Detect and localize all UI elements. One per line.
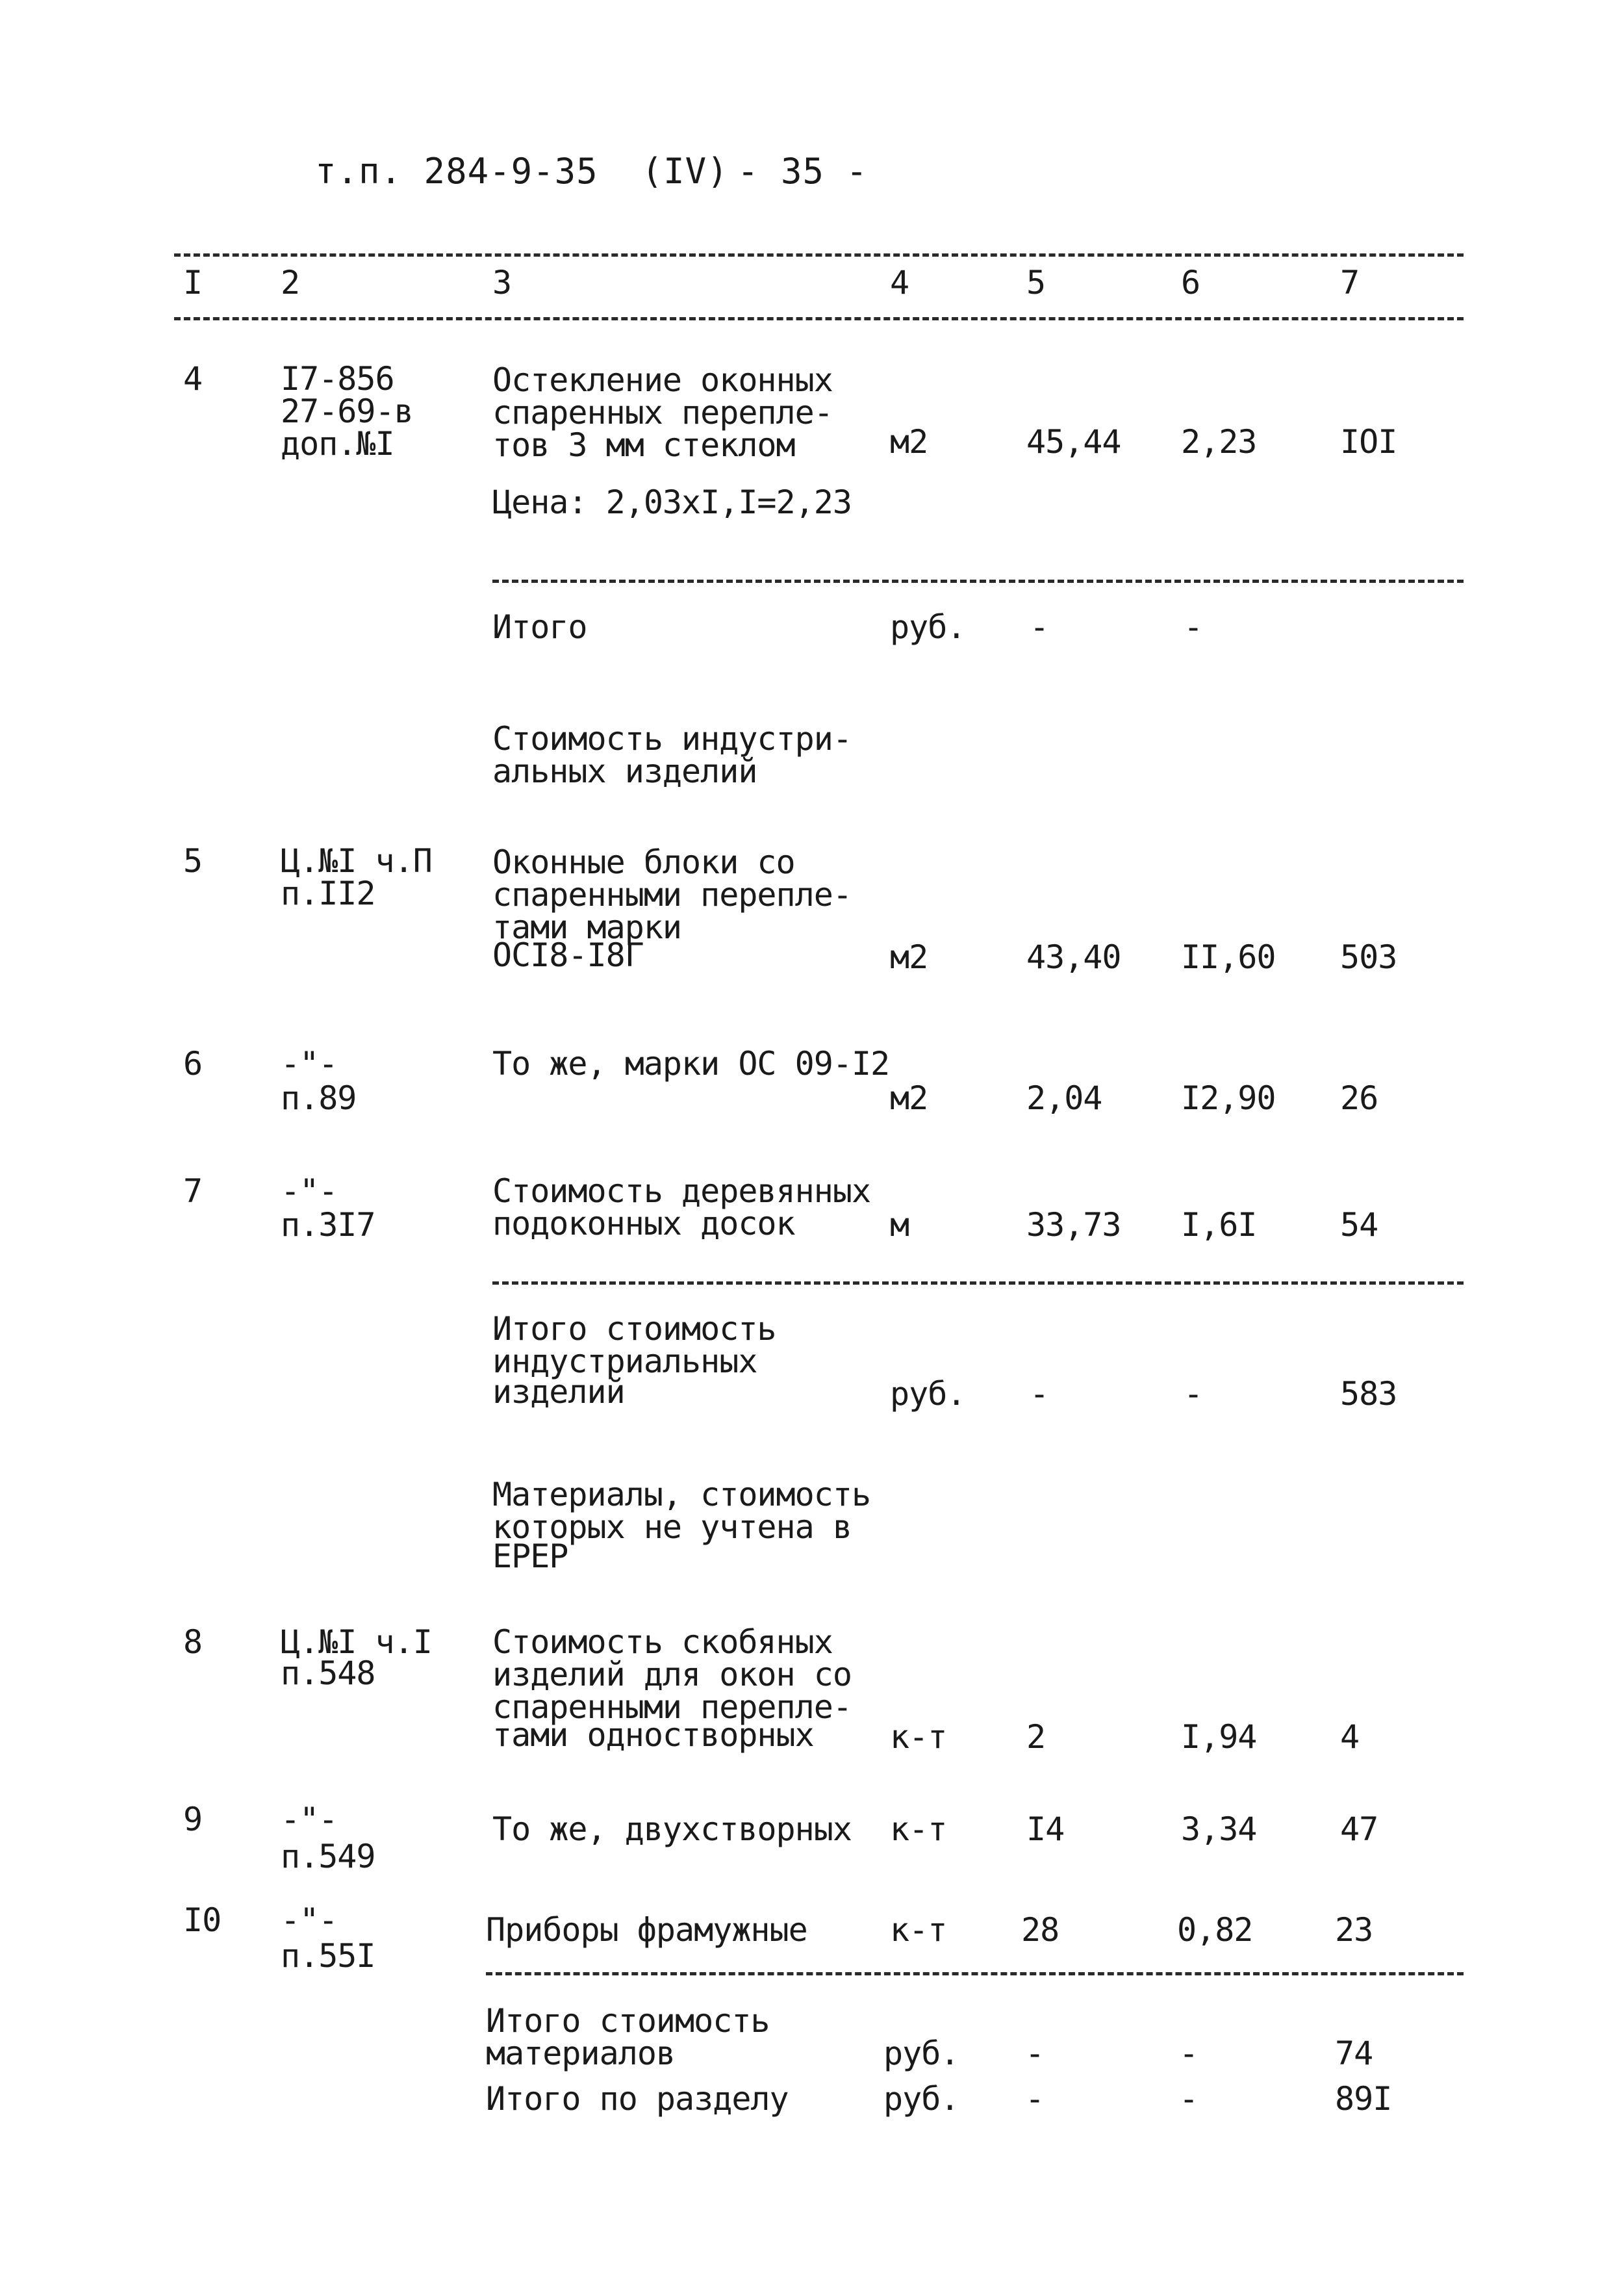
row-quantity: 45,44 <box>1026 423 1121 461</box>
section-heading-line: ЕРЕР <box>492 1537 568 1575</box>
row-price: 0,82 <box>1177 1911 1253 1949</box>
row-unit: м2 <box>890 938 928 976</box>
row-description-line: ОСI8-I8Г <box>492 936 644 974</box>
row-description-line: тами марки <box>492 908 682 946</box>
row-description-line: Остекление оконных <box>492 361 833 399</box>
row-code-line: -"- <box>281 1045 338 1083</box>
section-heading-line: Материалы, стоимость <box>492 1476 871 1513</box>
subtotal-label: Итого <box>492 608 587 646</box>
subtotal-label-line: изделий <box>492 1373 625 1411</box>
subtotal-price: - <box>1179 2035 1199 2072</box>
row-description-line: Стоимость скобяных <box>492 1623 833 1661</box>
row-code-line: Ц.№I ч.I <box>281 1623 432 1661</box>
section-heading-line: Стоимость индустри- <box>492 720 852 758</box>
section-total-quantity: - <box>1025 2080 1045 2118</box>
subtotal-unit: руб. <box>883 2035 959 2072</box>
row-description-line: подоконных досок <box>492 1205 795 1242</box>
row-quantity: 2 <box>1026 1718 1046 1756</box>
subtotal-rule <box>492 1281 1464 1285</box>
row-code-line: п.548 <box>281 1654 375 1692</box>
subtotal-rule <box>492 580 1464 583</box>
subtotal-rule <box>486 1972 1464 1975</box>
row-price: I,6I <box>1181 1206 1257 1244</box>
row-code-line: -"- <box>281 1801 338 1838</box>
row-number: 7 <box>183 1172 203 1210</box>
row-unit: к-т <box>890 1810 947 1848</box>
row-unit: м <box>890 1206 909 1244</box>
row-quantity: I4 <box>1026 1810 1065 1848</box>
row-unit: м2 <box>890 1079 928 1117</box>
document-code: т.п. 284-9-35 (IV) <box>315 151 729 192</box>
row-quantity: 28 <box>1021 1911 1059 1949</box>
subtotal-quantity: - <box>1030 608 1049 646</box>
row-code-line: п.549 <box>281 1838 375 1875</box>
row-code-line: Ц.№I ч.П <box>281 842 432 880</box>
row-code-line: -"- <box>281 1901 338 1939</box>
row-number: 4 <box>183 360 203 398</box>
row-description-line: Приборы фрамужные <box>486 1911 807 1949</box>
row-unit: к-т <box>890 1911 947 1949</box>
row-description-line: спаренными перепле- <box>492 1688 852 1726</box>
column-header-2: 2 <box>281 264 300 302</box>
row-number: 9 <box>183 1801 203 1838</box>
section-total-amount: 89I <box>1335 2080 1392 2118</box>
subtotal-label-line: Итого стоимость <box>492 1310 776 1348</box>
row-number: 8 <box>183 1623 203 1661</box>
row-description-line: изделий для окон со <box>492 1656 852 1693</box>
subtotal-price: - <box>1184 1375 1203 1413</box>
section-total-unit: руб. <box>883 2080 959 2118</box>
section-total-price: - <box>1179 2080 1199 2118</box>
row-description-line: спаренных перепле- <box>492 394 833 431</box>
header-rule-bottom <box>174 317 1464 320</box>
row-price: II,60 <box>1181 938 1276 976</box>
row-price: I2,90 <box>1181 1079 1276 1117</box>
column-header-5: 5 <box>1026 264 1046 302</box>
subtotal-price: - <box>1184 608 1203 646</box>
row-description-line: То же, двухстворных <box>492 1810 852 1848</box>
header-rule-top <box>174 253 1464 257</box>
column-header-6: 6 <box>1181 264 1200 302</box>
subtotal-quantity: - <box>1025 2035 1045 2072</box>
row-total: 4 <box>1340 1718 1360 1756</box>
row-number: 6 <box>183 1045 203 1083</box>
row-description-line: тами одностворных <box>492 1716 814 1754</box>
row-number: I0 <box>183 1901 222 1939</box>
page-number: - 35 - <box>737 151 869 192</box>
row-code-line: -"- <box>281 1172 338 1210</box>
column-header-7: 7 <box>1340 264 1360 302</box>
row-description-line: спаренными перепле- <box>492 876 852 914</box>
row-price-note: Цена: 2,03хI,I=2,23 <box>492 483 852 521</box>
row-description-line: Стоимость деревянных <box>492 1172 871 1210</box>
subtotal-label-line: индустриальных <box>492 1342 757 1380</box>
row-quantity: 2,04 <box>1026 1079 1102 1117</box>
row-description-line: тов 3 мм стеклом <box>492 426 795 464</box>
row-code-line: п.II2 <box>281 875 375 912</box>
row-price: 2,23 <box>1181 423 1257 461</box>
section-total-label: Итого по разделу <box>486 2080 789 2118</box>
section-heading-line: которых не учтена в <box>492 1508 852 1546</box>
row-price: I,94 <box>1181 1718 1257 1756</box>
row-total: 23 <box>1335 1911 1373 1949</box>
row-code-line: п.55I <box>281 1937 375 1975</box>
subtotal-total: 583 <box>1340 1375 1397 1413</box>
row-unit: м2 <box>890 423 928 461</box>
subtotal-unit: руб. <box>890 608 966 646</box>
row-total: IOI <box>1340 423 1397 461</box>
row-code-line: 27-69-в <box>281 392 413 430</box>
column-header-1: I <box>183 264 203 302</box>
column-header-4: 4 <box>890 264 909 302</box>
row-code-line: I7-856 <box>281 360 394 398</box>
row-number: 5 <box>183 842 203 880</box>
row-description-line: Оконные блоки со <box>492 843 795 881</box>
subtotal-label-line: материалов <box>486 2035 676 2072</box>
row-total: 54 <box>1340 1206 1378 1244</box>
row-quantity: 33,73 <box>1026 1206 1121 1244</box>
row-description-line: То же, марки ОС 09-I2 <box>492 1045 890 1083</box>
row-code-line: доп.№I <box>281 425 394 463</box>
row-unit: к-т <box>890 1718 947 1756</box>
row-price: 3,34 <box>1181 1810 1257 1848</box>
section-heading-line: альных изделий <box>492 752 757 790</box>
row-total: 26 <box>1340 1079 1378 1117</box>
subtotal-unit: руб. <box>890 1375 966 1413</box>
subtotal-total: 74 <box>1335 2035 1373 2072</box>
row-code-line: п.89 <box>281 1079 357 1117</box>
subtotal-label-line: Итого стоимость <box>486 2002 770 2040</box>
row-total: 503 <box>1340 938 1397 976</box>
row-code-line: п.3I7 <box>281 1206 375 1244</box>
row-quantity: 43,40 <box>1026 938 1121 976</box>
column-header-3: 3 <box>492 264 512 302</box>
row-total: 47 <box>1340 1810 1378 1848</box>
subtotal-quantity: - <box>1030 1375 1049 1413</box>
